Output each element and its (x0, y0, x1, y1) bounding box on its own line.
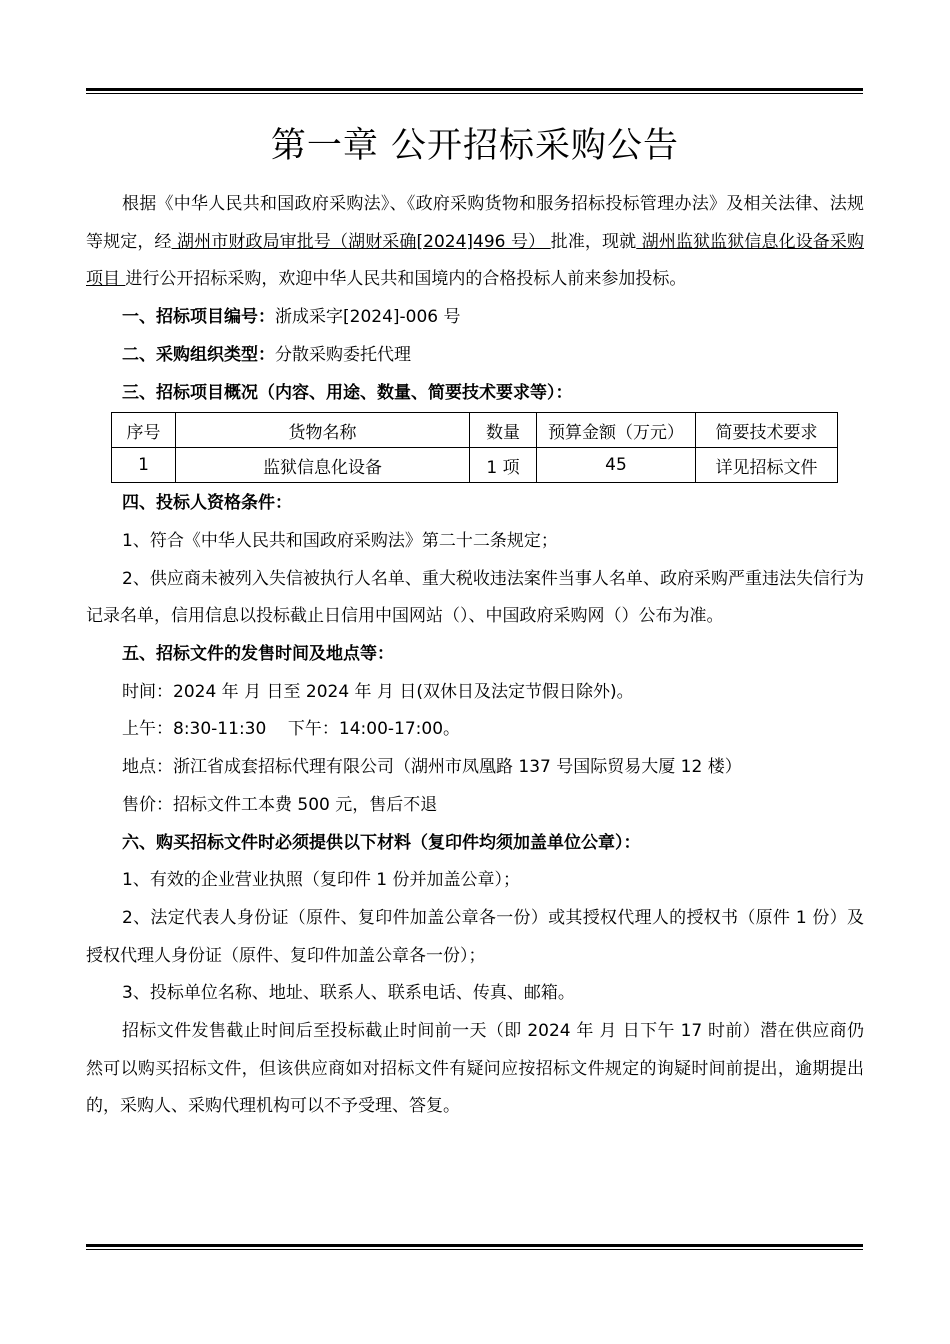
bottom-double-rule (86, 1244, 863, 1250)
header-cell: 简要技术要求 (696, 413, 838, 448)
header-cell: 货物名称 (176, 413, 470, 448)
intro-paragraph (86, 186, 864, 299)
sale-price: 售价：招标文件工本费 500 元，售后不退 (122, 794, 438, 815)
top-double-rule (86, 88, 863, 94)
qualification-item: 2、供应商未被列入失信被执行人名单、重大税收违法案件当事人名单、政府采购严重违法失信行为记录名单，信用信息以投标截止日信用中国网站（）、中国政府采购网（）公布为准。 (86, 568, 864, 627)
table-cell: 1 (112, 448, 176, 483)
material-item: 1、有效的企业营业执照（复印件 1 份并加盖公章）； (122, 870, 520, 891)
table-cell: 45 (537, 448, 696, 483)
table-header-row (112, 413, 838, 448)
header-cell: 序号 (112, 413, 176, 448)
table-cell: 1 项 (470, 448, 537, 483)
header-cell: 数量 (470, 413, 537, 448)
section-4-label: 四、投标人资格条件： (122, 493, 292, 514)
items-table (111, 412, 838, 483)
sale-time: 时间：2024 年 月 日至 2024 年 月 日(双休日及法定节假日除外)。 (122, 681, 634, 702)
intro-text-1: 根据《中华人民共和国政府采购法》、《政府采购货物和服务招标投标管理办法》及相关法律、法规等规定，经 (86, 194, 864, 252)
section-2 (86, 337, 864, 375)
qualification-item: 1、符合《中华人民共和国政府采购法》第二十二条规定； (122, 530, 558, 551)
announcement-body (86, 186, 864, 1126)
table-cell: 监狱信息化设备 (176, 448, 470, 483)
sale-place: 地点：浙江省成套招标代理有限公司（湖州市凤凰路 137 号国际贸易大厦 12 楼） (122, 757, 742, 778)
intro-text-3: 进行公开招标采购，欢迎中华人民共和国境内的合格投标人前来参加投标。 (125, 269, 687, 290)
header-cell: 预算金额（万元） (537, 413, 696, 448)
table-row (112, 448, 838, 483)
material-item: 2、法定代表人身份证（原件、复印件加盖公章各一份）或其授权代理人的授权书（原件 1 份）及授权代理人身份证（原件、复印件加盖公章各一份）； (86, 907, 864, 966)
section-1-label: 一、招标项目编号： (122, 307, 275, 328)
project-name: 湖州监狱监狱信息化设备采购项目 (86, 231, 865, 290)
closing-paragraph: 招标文件发售截止时间后至投标截止时间前一天（即 2024 年 月 日下午 17 时前）潜在供应商仍然可以购买招标文件，但该供应商如对招标文件有疑问应按招标文件规定的询疑时间前提出，逾期提出的，采购人、采购代理机构可以不予受理、答复。 (86, 1021, 864, 1117)
section-5-label: 五、招标文件的发售时间及地点等： (122, 644, 394, 665)
section-6-label: 六、购买招标文件时必须提供以下材料（复印件均须加盖单位公章）： (122, 832, 641, 853)
sale-hours: 上午：8:30-11:30 下午：14:00-17:00。 (122, 719, 461, 740)
procurement-type: 分散采购委托代理 (275, 344, 411, 365)
intro-text-2: 批准，现就 (550, 231, 637, 252)
table-cell: 详见招标文件 (696, 448, 838, 483)
project-code: 浙成采字[2024]-006 号 (275, 307, 461, 328)
chapter-title: 第一章 公开招标采购公告 (270, 126, 680, 166)
section-2-label: 二、采购组织类型： (122, 344, 275, 365)
approval-number: 湖州市财政局审批号（湖财采确[2024]496 号） (171, 231, 551, 252)
section-1 (86, 299, 864, 337)
material-item: 3、投标单位名称、地址、联系人、联系电话、传真、邮箱。 (122, 983, 575, 1004)
section-3-label: 三、招标项目概况（内容、用途、数量、简要技术要求等）： (122, 382, 573, 403)
